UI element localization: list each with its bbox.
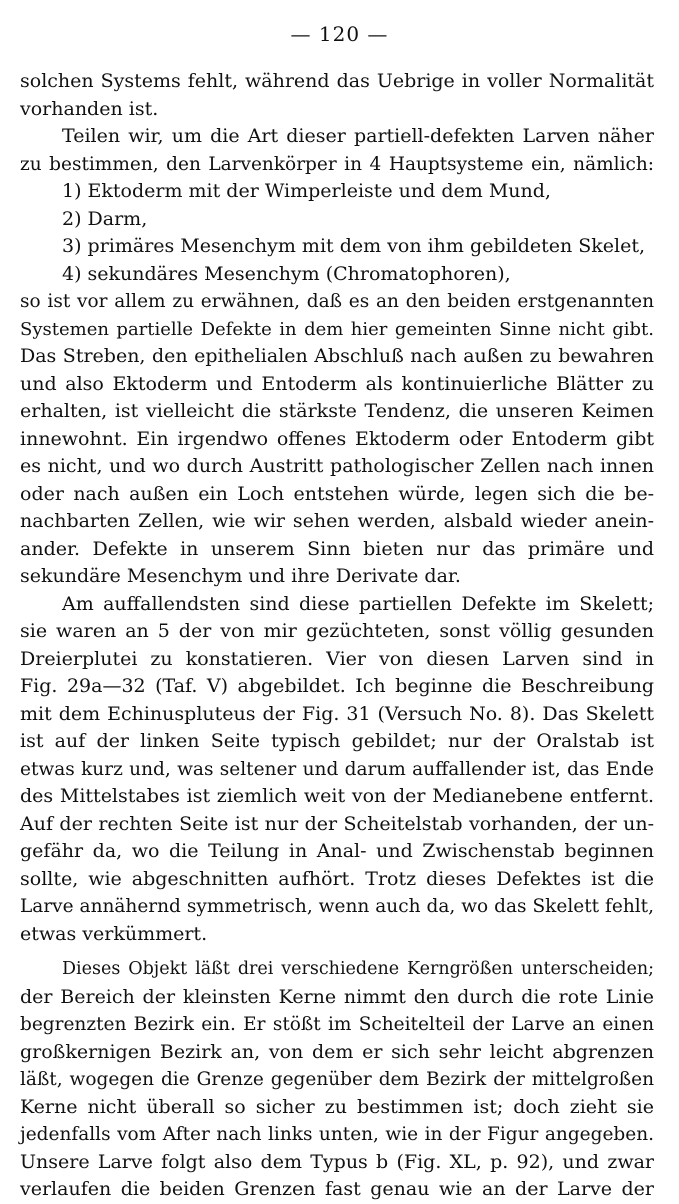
text-line: des Mittelstabes ist ziemlich weit von der Medianebene entfernt. xyxy=(20,785,654,807)
text-line: Fig. 29a—32 (Taf. V) abgebildet. Ich beginne die Beschreibung xyxy=(20,675,654,697)
text-line: der Bereich der kleinsten Kerne nimmt den durch die rote Linie xyxy=(20,985,654,1008)
text-line: vorhanden ist. xyxy=(20,97,159,120)
text-line: Dreierplutei zu konstatieren. Vier von diesen Larven sind in xyxy=(20,647,654,670)
paragraph-gap xyxy=(20,948,654,956)
text-line: Am auffallendsten sind diese partiellen Defekte im Skelett; xyxy=(62,592,654,615)
text-line: gefähr da, wo die Teilung in Anal- und Zwischenstab beginnen xyxy=(20,840,654,862)
body-text xyxy=(20,68,654,1204)
text-line: 3) primäres Mesenchym mit dem von ihm gebildeten Skelet, xyxy=(62,235,646,257)
text-line: ist auf der linken Seite typisch gebildet; nur der Oralstab ist xyxy=(20,730,654,752)
text-line: solchen Systems fehlt, während das Uebrige in voller Normalität xyxy=(20,70,654,92)
text-line: sie waren an 5 der von mir gezüchteten, sonst völlig gesunden xyxy=(20,620,654,642)
text-line: ander. Defekte in unserem Sinn bieten nur das primäre und xyxy=(20,537,654,560)
text-line: es nicht, und wo durch Austritt pathologischer Zellen nach innen xyxy=(20,455,654,477)
text-line: sollte, wie abgeschnitten aufhört. Trotz dieses Defektes ist die xyxy=(20,867,654,890)
text-line: oder nach außen ein Loch entstehen würde, legen sich die be- xyxy=(20,482,654,505)
text-line: begrenzten Bezirk ein. Er stößt im Scheitelteil der Larve an einen xyxy=(20,1014,654,1035)
text-line: Larve annähernd symmetrisch, wenn auch da, wo das Skelett fehlt, xyxy=(20,896,654,917)
text-line: jedenfalls vom After nach links unten, wie in der Figur angegeben. xyxy=(20,1124,654,1145)
text-line: so ist vor allem zu erwähnen, daß es an den beiden erstgenannten xyxy=(20,291,654,312)
text-line: Systemen partielle Defekte in dem hier gemeinten Sinne nicht gibt. xyxy=(20,318,654,340)
text-line: 1) Ektoderm mit der Wimperleiste und dem Mund, xyxy=(62,180,551,202)
text-line: innewohnt. Ein irgendwo offenes Ektoderm oder Entoderm gibt xyxy=(20,427,654,450)
text-line: zu bestimmen, den Larvenkörper in 4 Hauptsysteme ein, nämlich: xyxy=(20,153,654,175)
text-line: Teilen wir, um die Art dieser partiell-defekten Larven näher xyxy=(62,125,654,147)
text-line: Auf der rechten Seite ist nur der Scheitelstab vorhanden, der un- xyxy=(20,812,654,835)
page-number: — 120 — xyxy=(290,22,389,46)
text-line: Das Streben, den epithelialen Abschluß nach außen zu bewahren xyxy=(20,345,654,367)
text-line: 2) Darm, xyxy=(62,207,148,230)
text-line: 4) sekundäres Mesenchym (Chromatophoren), xyxy=(62,262,511,285)
text-line: großkernigen Bezirk an, von dem er sich sehr leicht abgrenzen xyxy=(20,1040,654,1063)
text-line: erhalten, ist vielleicht die stärkste Tendenz, die unseren Keimen xyxy=(20,400,654,422)
text-line: sekundäre Mesenchym und ihre Derivate dar. xyxy=(20,565,461,587)
text-line: nachbarten Zellen, wie wir sehen werden, alsbald wieder anein- xyxy=(20,510,654,532)
text-line: etwas verkümmert. xyxy=(20,922,208,945)
text-line: Dieses Objekt läßt drei verschiedene Kerngrößen unterscheiden; xyxy=(62,959,654,979)
text-line: etwas kurz und, was seltener und darum auffallender ist, das Ende xyxy=(20,758,654,780)
text-line: Unsere Larve folgt also dem Typus b (Fig. XL, p. 92), und zwar xyxy=(20,1150,654,1173)
text-line: verlaufen die beiden Grenzen fast genau wie an der Larve der xyxy=(20,1178,654,1200)
text-line: mit dem Echinuspluteus der Fig. 31 (Versuch No. 8). Das Skelett xyxy=(20,702,654,725)
text-line: und also Ektoderm und Entoderm als kontinuierliche Blätter zu xyxy=(20,372,654,395)
text-line: Kerne nicht überall so sicher zu bestimmen ist; doch zieht sie xyxy=(20,1095,654,1118)
text-line: läßt, wogegen die Grenze gegenüber dem Bezirk der mittelgroßen xyxy=(20,1069,654,1090)
